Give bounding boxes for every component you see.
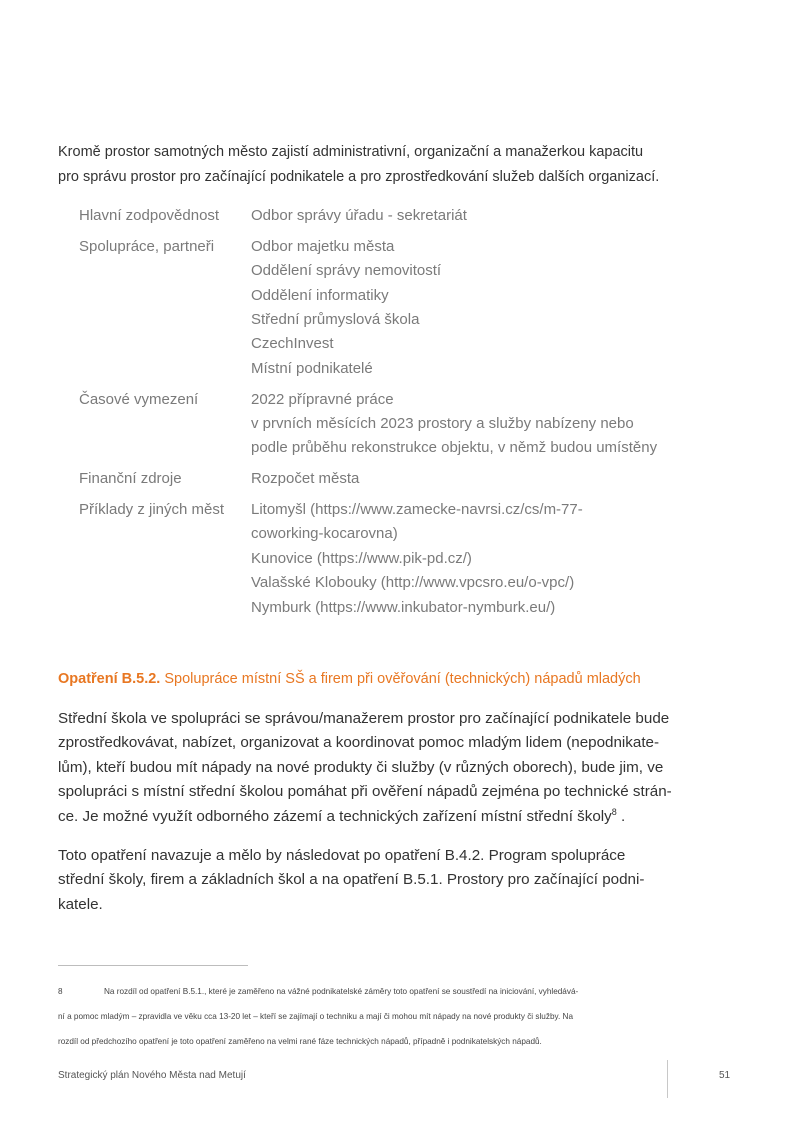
info-label: Finanční zdroje	[79, 470, 182, 488]
info-value: 2022 přípravné práce	[251, 390, 394, 408]
footnote-divider	[58, 965, 248, 966]
measure-heading	[58, 668, 758, 690]
info-values	[251, 498, 699, 620]
measure-info-table	[79, 204, 699, 626]
info-value: Valašské Klobouky (http://www.vpcsro.eu/o-vpc/)	[251, 574, 575, 592]
info-values	[251, 204, 699, 228]
paragraph-line: katele.	[58, 895, 103, 913]
intro-line: pro správu prostor pro začínající podnikatele a pro zprostředkování služeb dalších organizací.	[58, 169, 660, 185]
info-value: Litomyšl (https://www.zamecke-navrsi.cz/cs/m-77-	[251, 501, 583, 519]
info-values	[251, 388, 699, 461]
info-row-examples	[79, 498, 699, 620]
info-row-partners	[79, 235, 699, 381]
info-value: Kunovice (https://www.pik-pd.cz/)	[251, 549, 472, 567]
paragraph-line: spolupráci s místní střední školou pomáhat při ověření nápadů zejména po technické strán-	[58, 783, 672, 801]
intro-paragraph	[58, 140, 688, 190]
info-value: Nymburk (https://www.inkubator-nymburk.eu/)	[251, 598, 556, 616]
footnote-line: rozdíl od předchozího opatření je toto opatření zaměřeno na velmi rané fáze technických nápadů, případně i podnikatelských nápadů.	[58, 1037, 542, 1046]
body-paragraph	[58, 707, 678, 829]
paragraph-line: Toto opatření navazuje a mělo by následovat po opatření B.4.2. Program spolupráce	[58, 847, 626, 864]
paragraph-text: .	[616, 807, 626, 825]
info-value: CzechInvest	[251, 335, 334, 353]
info-label: Hlavní zodpovědnost	[79, 207, 220, 224]
footer-divider	[667, 1060, 668, 1098]
paragraph-line: Střední škola ve spolupráci se správou/manažerem prostor pro začínající podnikatele bude	[58, 710, 670, 727]
info-value: Oddělení informatiky	[251, 286, 389, 304]
info-value: Rozpočet města	[251, 470, 360, 488]
paragraph-line: lům), kteří budou mít nápady na nové produkty či služby (v různých oborech), bude jim, ve	[58, 758, 664, 776]
footnote-reference[interactable]: 8	[611, 806, 617, 817]
paragraph-text: ce. Je možné využít odborného zázemí a technických zařízení místní střední školy	[58, 807, 612, 825]
info-value: Střední průmyslová škola	[251, 311, 420, 329]
measure-code: Opatření B.5.2.	[58, 671, 161, 687]
info-value: podle průběhu rekonstrukce objektu, v němž budou umístěny	[251, 439, 658, 457]
footer-document-title: Strategický plán Nového Města nad Metují	[58, 1070, 246, 1081]
paragraph-line: zprostředkovávat, nabízet, organizovat a koordinovat pomoc mladým lidem (nepodnikate-	[58, 734, 660, 752]
paragraph-line	[58, 805, 678, 829]
footnote-line: ní a pomoc mladým – zpravidla ve věku cca 13-20 let – kteří se zajímají o techniku a mají či mohou mít nápady na nové produkty či služby. Na	[58, 1012, 573, 1021]
info-value: coworking-kocarovna)	[251, 525, 398, 543]
info-row-timeframe	[79, 388, 699, 461]
footnote-number: 8	[58, 987, 63, 996]
footnote	[58, 979, 678, 1054]
info-value: Místní podnikatelé	[251, 359, 373, 377]
info-value: Odbor správy úřadu - sekretariát	[251, 207, 467, 224]
info-value: Oddělení správy nemovitostí	[251, 262, 442, 280]
intro-line: Kromě prostor samotných město zajistí administrativní, organizační a manažerkou kapacitu	[58, 144, 644, 160]
footnote-text: Na rozdíl od opatření B.5.1., které je zaměřeno na vážné podnikatelské záměry toto opatření se soustředí na iniciování, vyhledává-	[104, 987, 579, 996]
info-label: Spolupráce, partneři	[79, 237, 215, 255]
info-value: v prvních měsících 2023 prostory a služby nabízeny nebo	[251, 415, 634, 433]
measure-title: Spolupráce místní SŠ a firem při ověřování (technických) nápadů mladých	[164, 671, 641, 687]
footnote-line	[58, 979, 678, 1004]
info-row-funding	[79, 467, 699, 491]
body-paragraph	[58, 844, 678, 917]
info-values	[251, 235, 699, 381]
paragraph-line: střední školy, firem a základních škol a na opatření B.5.1. Prostory pro začínající podni-	[58, 871, 645, 889]
info-values	[251, 467, 699, 491]
info-value: Odbor majetku města	[251, 237, 395, 255]
info-row-responsibility	[79, 204, 699, 228]
info-label: Příklady z jiných měst	[79, 501, 225, 519]
info-label: Časové vymezení	[79, 390, 199, 408]
page-number: 51	[719, 1070, 731, 1081]
